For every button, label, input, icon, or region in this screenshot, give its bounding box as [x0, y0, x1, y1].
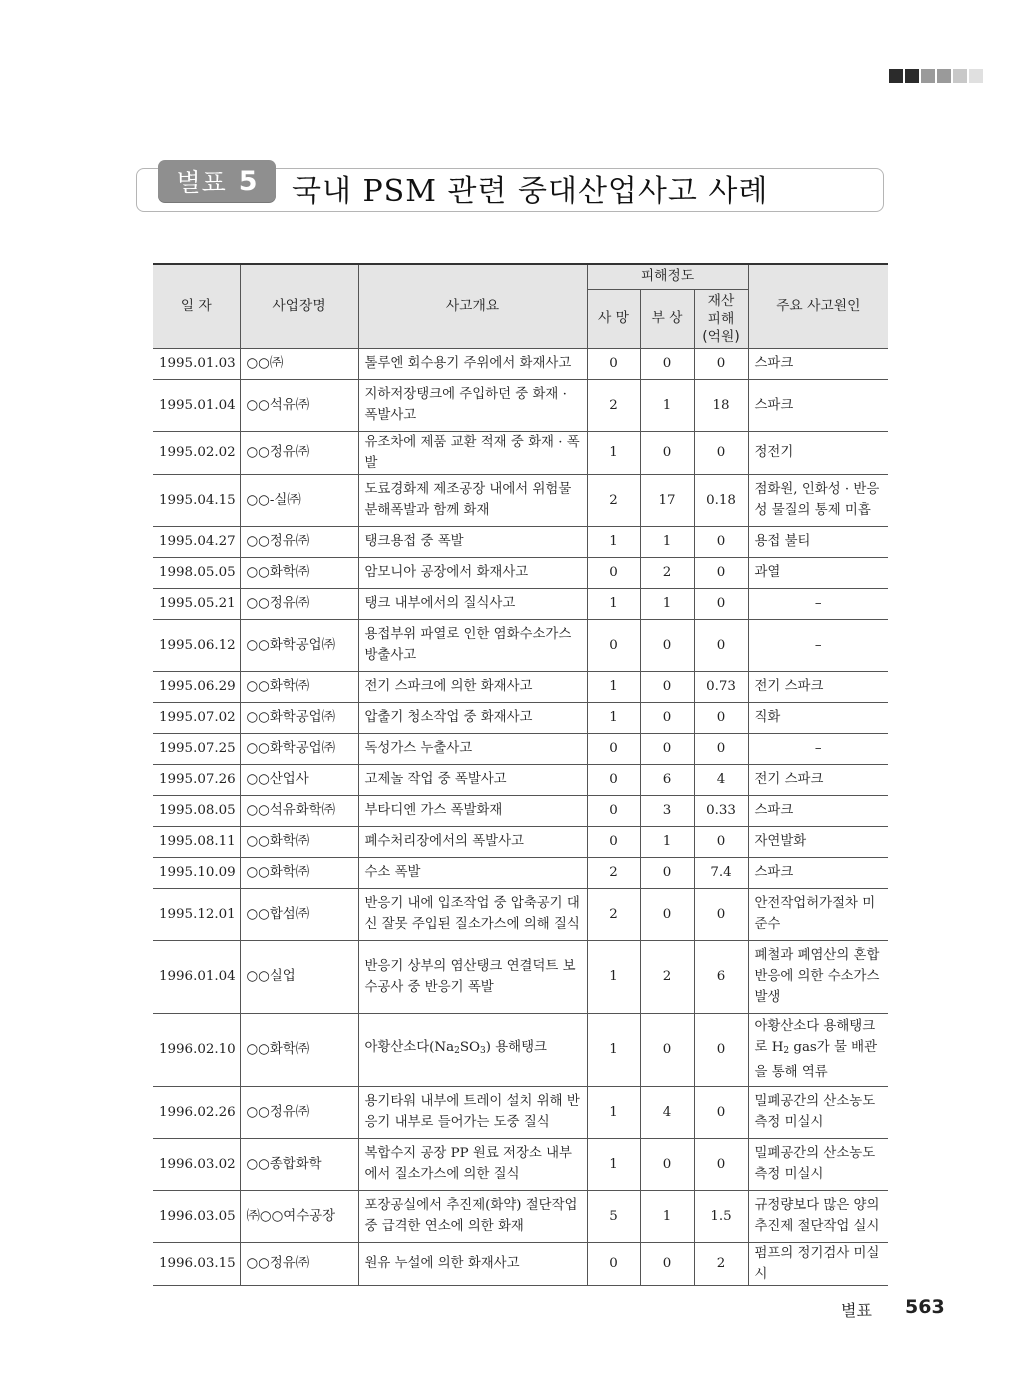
table-row: [153, 526, 888, 557]
corner-decoration: [889, 69, 983, 83]
property-damage: 0: [694, 826, 748, 857]
accident-date: 1996.03.15: [153, 1242, 240, 1285]
death-count: 0: [587, 764, 640, 795]
header-company: 사업장명: [240, 264, 358, 348]
injury-count: 6: [640, 764, 694, 795]
accident-summary: 도료경화제 제조공장 내에서 위험물 분해폭발과 함께 화재: [358, 474, 587, 526]
injury-count: 1: [640, 588, 694, 619]
header-property-line: 재산: [707, 292, 735, 309]
death-count: 1: [587, 671, 640, 702]
death-count: 5: [587, 1190, 640, 1242]
decor-square: [889, 69, 903, 83]
table-row: [153, 764, 888, 795]
accident-date: 1995.05.21: [153, 588, 240, 619]
summary-text: SO: [459, 1040, 480, 1055]
table-row: [153, 671, 888, 702]
appendix-tab-label: 별표: [176, 168, 227, 197]
company-name: ○○종합화학: [240, 1138, 358, 1190]
property-damage: 0.73: [694, 671, 748, 702]
accident-date: 1995.08.11: [153, 826, 240, 857]
header-damage: 피해정도: [587, 264, 748, 289]
accident-date: 1998.05.05: [153, 557, 240, 588]
table-row: [153, 940, 888, 1013]
accident-cause: 규정량보다 많은 양의 추진제 절단작업 실시: [748, 1190, 888, 1242]
death-count: 0: [587, 826, 640, 857]
summary-subscript: 3: [480, 1046, 486, 1056]
accident-date: 1995.12.01: [153, 888, 240, 940]
accident-date: 1995.10.09: [153, 857, 240, 888]
accident-cause: 전기 스파크: [748, 671, 888, 702]
accident-summary: 고제놀 작업 중 폭발사고: [358, 764, 587, 795]
accident-date: 1996.03.02: [153, 1138, 240, 1190]
death-count: 2: [587, 474, 640, 526]
accident-summary: 압출기 청소작업 중 화재사고: [358, 702, 587, 733]
accident-cause: 과열: [748, 557, 888, 588]
summary-subscript: 2: [454, 1046, 460, 1056]
injury-count: 0: [640, 1013, 694, 1086]
injury-count: 2: [640, 557, 694, 588]
accident-date: 1996.01.04: [153, 940, 240, 1013]
death-count: 1: [587, 526, 640, 557]
decor-square: [937, 69, 951, 83]
company-name: ○○산업사: [240, 764, 358, 795]
header-date: 일 자: [153, 264, 240, 348]
property-damage: 0: [694, 1086, 748, 1138]
cause-text: gas가 물 배관을 통해 역류: [754, 1040, 878, 1080]
decor-square: [905, 69, 919, 83]
accident-summary: 반응기 상부의 염산탱크 연결덕트 보수공사 중 반응기 폭발: [358, 940, 587, 1013]
accident-summary: 반응기 내에 입조작업 중 압축공기 대신 잘못 주입된 질소가스에 의해 질식: [358, 888, 587, 940]
death-count: 2: [587, 379, 640, 431]
summary-text: 아황산소다(Na: [364, 1040, 455, 1055]
injury-count: 0: [640, 1138, 694, 1190]
property-damage: 0: [694, 733, 748, 764]
accident-date: 1996.02.26: [153, 1086, 240, 1138]
summary-text: ) 용해탱크: [485, 1040, 547, 1055]
decor-square: [921, 69, 935, 83]
accident-date: 1995.06.29: [153, 671, 240, 702]
accident-summary: 포장공실에서 추진제(화약) 절단작업 중 급격한 연소에 의한 화재: [358, 1190, 587, 1242]
death-count: 1: [587, 940, 640, 1013]
accident-summary: [358, 1013, 587, 1086]
cause-subscript: 2: [783, 1046, 790, 1056]
death-count: 2: [587, 888, 640, 940]
header-death: 사 망: [587, 289, 640, 348]
accident-cause: 직화: [748, 702, 888, 733]
header-property: [694, 289, 748, 348]
company-name: ○○화학㈜: [240, 826, 358, 857]
accident-summary: 폐수처리장에서의 폭발사고: [358, 826, 587, 857]
accident-summary: 복합수지 공장 PP 원료 저장소 내부에서 질소가스에 의한 질식: [358, 1138, 587, 1190]
table-row: [153, 888, 888, 940]
injury-count: 3: [640, 795, 694, 826]
company-name: ○○정유㈜: [240, 1086, 358, 1138]
table-row: [153, 557, 888, 588]
property-damage: 0: [694, 619, 748, 671]
accident-cause: 스파크: [748, 795, 888, 826]
company-name: ○○정유㈜: [240, 431, 358, 474]
header-cause: 주요 사고원인: [748, 264, 888, 348]
table-row: [153, 826, 888, 857]
property-damage: 0: [694, 526, 748, 557]
injury-count: 17: [640, 474, 694, 526]
accident-summary: 유조차에 제품 교환 적재 중 화재 · 폭발: [358, 431, 587, 474]
company-name: ○○정유㈜: [240, 588, 358, 619]
company-name: ○○화학㈜: [240, 557, 358, 588]
injury-count: 0: [640, 348, 694, 379]
death-count: 0: [587, 619, 640, 671]
accident-summary: 용기타워 내부에 트레이 설치 위해 반응기 내부로 들어가는 도중 질식: [358, 1086, 587, 1138]
death-count: 1: [587, 1086, 640, 1138]
death-count: 1: [587, 1138, 640, 1190]
injury-count: 0: [640, 671, 694, 702]
company-name: ○○㈜: [240, 348, 358, 379]
header-summary: 사고개요: [358, 264, 587, 348]
accident-summary: 지하저장탱크에 주입하던 중 화재 · 폭발사고: [358, 379, 587, 431]
property-damage: 18: [694, 379, 748, 431]
property-damage: 0: [694, 888, 748, 940]
injury-count: 0: [640, 888, 694, 940]
table-row: [153, 431, 888, 474]
accident-date: 1995.07.26: [153, 764, 240, 795]
table-row: [153, 1242, 888, 1285]
death-count: 1: [587, 702, 640, 733]
injury-count: 0: [640, 733, 694, 764]
accident-summary: 원유 누설에 의한 화재사고: [358, 1242, 587, 1285]
accident-cause: 자연발화: [748, 826, 888, 857]
table-row: [153, 1190, 888, 1242]
property-damage: 0: [694, 557, 748, 588]
company-name: ○○화학㈜: [240, 857, 358, 888]
table-row: [153, 619, 888, 671]
injury-count: 1: [640, 826, 694, 857]
death-count: 0: [587, 733, 640, 764]
property-damage: 0: [694, 348, 748, 379]
page-number: 563: [905, 1296, 945, 1318]
appendix-tab-number: 5: [238, 165, 258, 197]
accident-cause: 펌프의 정기검사 미실시: [748, 1242, 888, 1285]
decor-square: [953, 69, 967, 83]
table-row: [153, 702, 888, 733]
table-row: [153, 379, 888, 431]
property-damage: 0: [694, 588, 748, 619]
page-title: 국내 PSM 관련 중대산업사고 사례: [292, 174, 769, 209]
property-damage: 6: [694, 940, 748, 1013]
table-row: [153, 474, 888, 526]
accident-date: 1995.04.27: [153, 526, 240, 557]
injury-count: 1: [640, 379, 694, 431]
header-property-line: 피해: [707, 310, 735, 327]
appendix-tab: [158, 160, 276, 202]
accident-cause: 스파크: [748, 857, 888, 888]
accident-cases-table: [153, 263, 888, 1286]
cause-text: 아황산소다 용해탱크로 H: [754, 1019, 876, 1055]
accident-cause: [748, 1013, 888, 1086]
header-property-line: (억원): [702, 328, 740, 345]
accident-date: 1995.08.05: [153, 795, 240, 826]
accident-summary: 탱크용접 중 폭발: [358, 526, 587, 557]
table-row: [153, 733, 888, 764]
accident-cause: 안전작업허가절차 미준수: [748, 888, 888, 940]
accident-cause: 밀폐공간의 산소농도 측정 미실시: [748, 1138, 888, 1190]
header-injury: 부 상: [640, 289, 694, 348]
accident-cause: 밀폐공간의 산소농도 측정 미실시: [748, 1086, 888, 1138]
injury-count: 0: [640, 431, 694, 474]
company-name: ○○실업: [240, 940, 358, 1013]
accident-date: 1995.02.02: [153, 431, 240, 474]
injury-count: 2: [640, 940, 694, 1013]
company-name: ○○-실㈜: [240, 474, 358, 526]
accident-cause: 전기 스파크: [748, 764, 888, 795]
property-damage: 0.33: [694, 795, 748, 826]
death-count: 0: [587, 348, 640, 379]
property-damage: 1.5: [694, 1190, 748, 1242]
death-count: 1: [587, 588, 640, 619]
accident-cause: –: [748, 619, 888, 671]
injury-count: 0: [640, 702, 694, 733]
company-name: ○○정유㈜: [240, 1242, 358, 1285]
table-row: [153, 795, 888, 826]
accident-date: 1995.07.02: [153, 702, 240, 733]
company-name: ○○정유㈜: [240, 526, 358, 557]
property-damage: 0: [694, 431, 748, 474]
company-name: ○○합섬㈜: [240, 888, 358, 940]
company-name: ○○화학㈜: [240, 671, 358, 702]
accident-summary: 부타디엔 가스 폭발화재: [358, 795, 587, 826]
injury-count: 0: [640, 619, 694, 671]
property-damage: 0.18: [694, 474, 748, 526]
accident-cause: –: [748, 733, 888, 764]
company-name: ○○석유㈜: [240, 379, 358, 431]
accident-summary: 독성가스 누출사고: [358, 733, 587, 764]
death-count: 0: [587, 557, 640, 588]
accident-summary: 용접부위 파열로 인한 염화수소가스 방출사고: [358, 619, 587, 671]
accident-cause: 용접 불티: [748, 526, 888, 557]
table-row: [153, 348, 888, 379]
company-name: ㈜○○여수공장: [240, 1190, 358, 1242]
injury-count: 1: [640, 526, 694, 557]
table-row: [153, 588, 888, 619]
accident-cause: –: [748, 588, 888, 619]
table-row: [153, 1086, 888, 1138]
property-damage: 2: [694, 1242, 748, 1285]
accident-cause: 정전기: [748, 431, 888, 474]
accident-cause: 스파크: [748, 379, 888, 431]
accident-date: 1995.07.25: [153, 733, 240, 764]
accident-date: 1995.04.15: [153, 474, 240, 526]
property-damage: 0: [694, 1013, 748, 1086]
death-count: 1: [587, 1013, 640, 1086]
company-name: ○○화학㈜: [240, 1013, 358, 1086]
accident-date: 1996.03.05: [153, 1190, 240, 1242]
decor-square: [969, 69, 983, 83]
death-count: 2: [587, 857, 640, 888]
property-damage: 0: [694, 1138, 748, 1190]
table-row: [153, 857, 888, 888]
death-count: 0: [587, 795, 640, 826]
accident-summary: 전기 스파크에 의한 화재사고: [358, 671, 587, 702]
accident-date: 1995.06.12: [153, 619, 240, 671]
injury-count: 4: [640, 1086, 694, 1138]
injury-count: 1: [640, 1190, 694, 1242]
company-name: ○○화학공업㈜: [240, 619, 358, 671]
accident-cause: 폐철과 폐염산의 혼합반응에 의한 수소가스 발생: [748, 940, 888, 1013]
injury-count: 0: [640, 1242, 694, 1285]
death-count: 0: [587, 1242, 640, 1285]
accident-summary: 톨루엔 회수용기 주위에서 화재사고: [358, 348, 587, 379]
injury-count: 0: [640, 857, 694, 888]
property-damage: 4: [694, 764, 748, 795]
death-count: 1: [587, 431, 640, 474]
accident-date: 1995.01.03: [153, 348, 240, 379]
company-name: ○○화학공업㈜: [240, 733, 358, 764]
footer-section-label: 별표: [841, 1301, 872, 1320]
accident-summary: 수소 폭발: [358, 857, 587, 888]
accident-date: 1995.01.04: [153, 379, 240, 431]
property-damage: 7.4: [694, 857, 748, 888]
accident-summary: 암모니아 공장에서 화재사고: [358, 557, 587, 588]
accident-date: 1996.02.10: [153, 1013, 240, 1086]
company-name: ○○화학공업㈜: [240, 702, 358, 733]
company-name: ○○석유화학㈜: [240, 795, 358, 826]
table-row: [153, 1013, 888, 1086]
table-row: [153, 1138, 888, 1190]
property-damage: 0: [694, 702, 748, 733]
accident-cause: 점화원, 인화성 · 반응성 물질의 통제 미흡: [748, 474, 888, 526]
accident-summary: 탱크 내부에서의 질식사고: [358, 588, 587, 619]
accident-cause: 스파크: [748, 348, 888, 379]
